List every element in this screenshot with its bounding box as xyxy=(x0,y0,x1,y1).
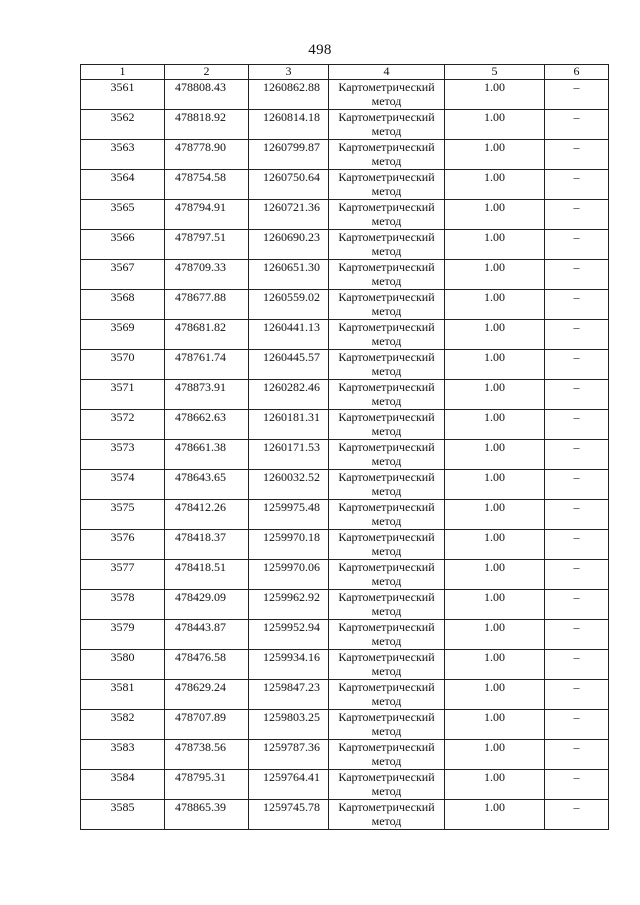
accuracy-cell: 1.00 xyxy=(445,440,545,470)
header-row xyxy=(81,65,609,80)
header-cell-4: 4 xyxy=(329,65,445,80)
table-row xyxy=(81,500,609,530)
method-cell: Картометрический метод xyxy=(329,290,445,320)
coordinate-x: 478794.91 xyxy=(165,200,249,230)
table-row xyxy=(81,140,609,170)
method-cell: Картометрический метод xyxy=(329,440,445,470)
header-cell-3: 3 xyxy=(249,65,329,80)
method-cell: Картометрический метод xyxy=(329,500,445,530)
coordinate-y: 1259952.94 xyxy=(249,620,329,650)
header-cell-6: 6 xyxy=(545,65,609,80)
coordinate-x: 478418.51 xyxy=(165,560,249,590)
coordinate-y: 1259764.41 xyxy=(249,770,329,800)
point-number: 3564 xyxy=(81,170,165,200)
table-row xyxy=(81,740,609,770)
coordinate-y: 1260282.46 xyxy=(249,380,329,410)
accuracy-cell: 1.00 xyxy=(445,530,545,560)
coordinate-y: 1260750.64 xyxy=(249,170,329,200)
method-cell: Картометрический метод xyxy=(329,80,445,110)
table-row xyxy=(81,350,609,380)
point-number: 3565 xyxy=(81,200,165,230)
accuracy-cell: 1.00 xyxy=(445,650,545,680)
table-row xyxy=(81,170,609,200)
coordinate-y: 1260862.88 xyxy=(249,80,329,110)
accuracy-cell: 1.00 xyxy=(445,740,545,770)
page-number: 498 xyxy=(308,42,332,58)
note-cell: – xyxy=(545,740,609,770)
table-header xyxy=(81,65,609,80)
table-row xyxy=(81,80,609,110)
accuracy-cell: 1.00 xyxy=(445,680,545,710)
note-cell: – xyxy=(545,530,609,560)
point-number: 3570 xyxy=(81,350,165,380)
coordinate-x: 478797.51 xyxy=(165,230,249,260)
coordinate-x: 478738.56 xyxy=(165,740,249,770)
coordinate-y: 1260814.18 xyxy=(249,110,329,140)
coordinate-y: 1259745.78 xyxy=(249,800,329,830)
coordinate-y: 1260721.36 xyxy=(249,200,329,230)
coordinate-x: 478662.63 xyxy=(165,410,249,440)
accuracy-cell: 1.00 xyxy=(445,590,545,620)
coordinate-y: 1259970.06 xyxy=(249,560,329,590)
table-row xyxy=(81,470,609,500)
note-cell: – xyxy=(545,110,609,140)
coordinate-y: 1259934.16 xyxy=(249,650,329,680)
method-cell: Картометрический метод xyxy=(329,680,445,710)
point-number: 3577 xyxy=(81,560,165,590)
point-number: 3571 xyxy=(81,380,165,410)
coordinate-x: 478873.91 xyxy=(165,380,249,410)
point-number: 3563 xyxy=(81,140,165,170)
point-number: 3585 xyxy=(81,800,165,830)
coordinate-x: 478681.82 xyxy=(165,320,249,350)
accuracy-cell: 1.00 xyxy=(445,560,545,590)
header-cell-1: 1 xyxy=(81,65,165,80)
note-cell: – xyxy=(545,470,609,500)
note-cell: – xyxy=(545,590,609,620)
coordinate-x: 478476.58 xyxy=(165,650,249,680)
method-cell: Картометрический метод xyxy=(329,770,445,800)
coordinate-y: 1259803.25 xyxy=(249,710,329,740)
header-cell-5: 5 xyxy=(445,65,545,80)
coordinate-x: 478761.74 xyxy=(165,350,249,380)
note-cell: – xyxy=(545,710,609,740)
note-cell: – xyxy=(545,500,609,530)
accuracy-cell: 1.00 xyxy=(445,500,545,530)
note-cell: – xyxy=(545,800,609,830)
note-cell: – xyxy=(545,320,609,350)
coordinate-y: 1260032.52 xyxy=(249,470,329,500)
method-cell: Картометрический метод xyxy=(329,560,445,590)
accuracy-cell: 1.00 xyxy=(445,290,545,320)
table-row xyxy=(81,560,609,590)
coordinate-x: 478629.24 xyxy=(165,680,249,710)
method-cell: Картометрический метод xyxy=(329,710,445,740)
table-row xyxy=(81,290,609,320)
method-cell: Картометрический метод xyxy=(329,380,445,410)
accuracy-cell: 1.00 xyxy=(445,320,545,350)
coordinate-y: 1259962.92 xyxy=(249,590,329,620)
note-cell: – xyxy=(545,410,609,440)
coordinate-x: 478795.31 xyxy=(165,770,249,800)
table-row xyxy=(81,710,609,740)
note-cell: – xyxy=(545,230,609,260)
coordinate-x: 478808.43 xyxy=(165,80,249,110)
method-cell: Картометрический метод xyxy=(329,260,445,290)
method-cell: Картометрический метод xyxy=(329,650,445,680)
point-number: 3578 xyxy=(81,590,165,620)
note-cell: – xyxy=(545,350,609,380)
table-row xyxy=(81,590,609,620)
accuracy-cell: 1.00 xyxy=(445,620,545,650)
note-cell: – xyxy=(545,380,609,410)
method-cell: Картометрический метод xyxy=(329,110,445,140)
table-row xyxy=(81,530,609,560)
note-cell: – xyxy=(545,680,609,710)
point-number: 3566 xyxy=(81,230,165,260)
coordinate-y: 1259970.18 xyxy=(249,530,329,560)
accuracy-cell: 1.00 xyxy=(445,470,545,500)
coordinate-y: 1260181.31 xyxy=(249,410,329,440)
point-number: 3579 xyxy=(81,620,165,650)
method-cell: Картометрический метод xyxy=(329,410,445,440)
coordinate-x: 478754.58 xyxy=(165,170,249,200)
point-number: 3567 xyxy=(81,260,165,290)
method-cell: Картометрический метод xyxy=(329,140,445,170)
point-number: 3576 xyxy=(81,530,165,560)
coordinate-y: 1259847.23 xyxy=(249,680,329,710)
coordinate-x: 478707.89 xyxy=(165,710,249,740)
table-row xyxy=(81,770,609,800)
table-row xyxy=(81,440,609,470)
coordinate-x: 478818.92 xyxy=(165,110,249,140)
table-row xyxy=(81,620,609,650)
coordinate-x: 478429.09 xyxy=(165,590,249,620)
method-cell: Картометрический метод xyxy=(329,530,445,560)
coordinate-y: 1260690.23 xyxy=(249,230,329,260)
coordinate-x: 478412.26 xyxy=(165,500,249,530)
accuracy-cell: 1.00 xyxy=(445,230,545,260)
point-number: 3572 xyxy=(81,410,165,440)
note-cell: – xyxy=(545,200,609,230)
coordinate-x: 478865.39 xyxy=(165,800,249,830)
point-number: 3581 xyxy=(81,680,165,710)
accuracy-cell: 1.00 xyxy=(445,380,545,410)
method-cell: Картометрический метод xyxy=(329,320,445,350)
coordinate-x: 478661.38 xyxy=(165,440,249,470)
accuracy-cell: 1.00 xyxy=(445,110,545,140)
accuracy-cell: 1.00 xyxy=(445,170,545,200)
coordinate-x: 478418.37 xyxy=(165,530,249,560)
table-row xyxy=(81,650,609,680)
coordinate-y: 1260559.02 xyxy=(249,290,329,320)
coordinate-x: 478778.90 xyxy=(165,140,249,170)
note-cell: – xyxy=(545,620,609,650)
point-number: 3583 xyxy=(81,740,165,770)
method-cell: Картометрический метод xyxy=(329,170,445,200)
note-cell: – xyxy=(545,650,609,680)
point-number: 3584 xyxy=(81,770,165,800)
method-cell: Картометрический метод xyxy=(329,350,445,380)
point-number: 3575 xyxy=(81,500,165,530)
accuracy-cell: 1.00 xyxy=(445,800,545,830)
method-cell: Картометрический метод xyxy=(329,470,445,500)
coordinate-x: 478677.88 xyxy=(165,290,249,320)
accuracy-cell: 1.00 xyxy=(445,710,545,740)
coordinate-x: 478709.33 xyxy=(165,260,249,290)
method-cell: Картометрический метод xyxy=(329,620,445,650)
coordinate-y: 1259787.36 xyxy=(249,740,329,770)
method-cell: Картометрический метод xyxy=(329,590,445,620)
table-row xyxy=(81,200,609,230)
table-row xyxy=(81,680,609,710)
point-number: 3569 xyxy=(81,320,165,350)
accuracy-cell: 1.00 xyxy=(445,140,545,170)
note-cell: – xyxy=(545,260,609,290)
coordinate-y: 1259975.48 xyxy=(249,500,329,530)
coordinates-table xyxy=(80,64,609,830)
table-row xyxy=(81,380,609,410)
point-number: 3568 xyxy=(81,290,165,320)
note-cell: – xyxy=(545,290,609,320)
coordinate-x: 478643.65 xyxy=(165,470,249,500)
coordinate-y: 1260445.57 xyxy=(249,350,329,380)
note-cell: – xyxy=(545,140,609,170)
accuracy-cell: 1.00 xyxy=(445,200,545,230)
accuracy-cell: 1.00 xyxy=(445,770,545,800)
accuracy-cell: 1.00 xyxy=(445,260,545,290)
note-cell: – xyxy=(545,440,609,470)
point-number: 3582 xyxy=(81,710,165,740)
table-row xyxy=(81,410,609,440)
coordinate-y: 1260799.87 xyxy=(249,140,329,170)
method-cell: Картометрический метод xyxy=(329,230,445,260)
table-row xyxy=(81,230,609,260)
accuracy-cell: 1.00 xyxy=(445,350,545,380)
coordinate-y: 1260651.30 xyxy=(249,260,329,290)
table-row xyxy=(81,800,609,830)
coordinate-y: 1260441.13 xyxy=(249,320,329,350)
point-number: 3562 xyxy=(81,110,165,140)
note-cell: – xyxy=(545,170,609,200)
coordinate-x: 478443.87 xyxy=(165,620,249,650)
table-row xyxy=(81,320,609,350)
note-cell: – xyxy=(545,770,609,800)
coordinate-y: 1260171.53 xyxy=(249,440,329,470)
table-body xyxy=(81,80,609,830)
table-row xyxy=(81,110,609,140)
note-cell: – xyxy=(545,560,609,590)
method-cell: Картометрический метод xyxy=(329,800,445,830)
point-number: 3580 xyxy=(81,650,165,680)
point-number: 3574 xyxy=(81,470,165,500)
note-cell: – xyxy=(545,80,609,110)
point-number: 3573 xyxy=(81,440,165,470)
method-cell: Картометрический метод xyxy=(329,740,445,770)
header-cell-2: 2 xyxy=(165,65,249,80)
accuracy-cell: 1.00 xyxy=(445,80,545,110)
accuracy-cell: 1.00 xyxy=(445,410,545,440)
table-row xyxy=(81,260,609,290)
method-cell: Картометрический метод xyxy=(329,200,445,230)
point-number: 3561 xyxy=(81,80,165,110)
